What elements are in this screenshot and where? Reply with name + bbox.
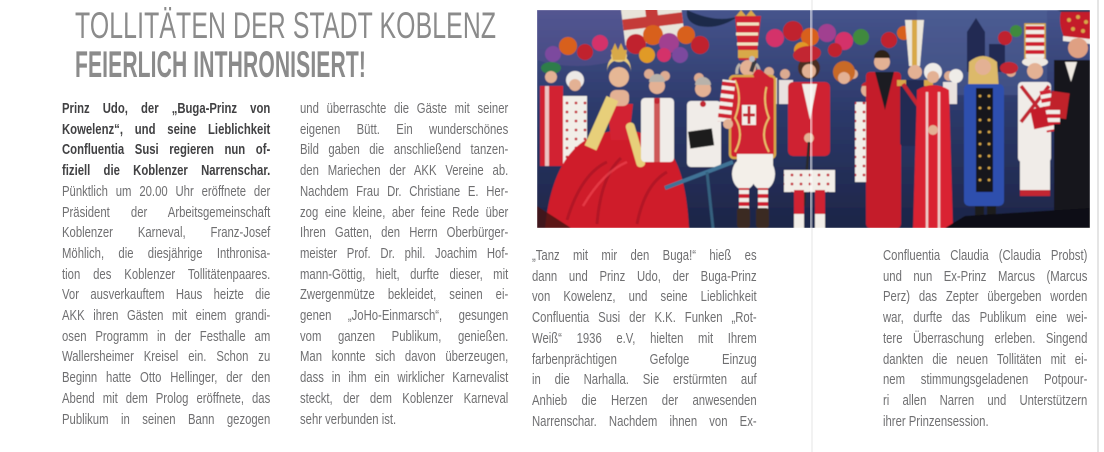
spread-fold-highlight <box>810 10 813 228</box>
article-lead-paragraph <box>62 99 270 182</box>
text-line: dass in ihm ein wirklicher Karnevalist <box>300 370 509 387</box>
page-edge-line <box>1097 0 1099 452</box>
text-line: genen „JoHo-Einmarsch“, gesungen <box>300 308 509 325</box>
text-line: Prinz Udo, der „Buga-Prinz von <box>62 101 271 117</box>
text-line: Zwergenmütze bekleidet, seinen ei- <box>300 287 509 304</box>
text-line: farbenprächtigen Gefolge Einzug <box>532 351 757 368</box>
text-line: fiziell die Koblenzer Narrenschar. <box>62 163 271 180</box>
text-line: nem stimmungsgeladenen Potpour- <box>883 372 1088 389</box>
text-line: Confluentia Susi regieren nun of- <box>62 142 271 159</box>
text-line: AKK ihren Gästen mit einem grandi- <box>62 308 271 325</box>
text-line: Beginn hatte Otto Hellinger, der den <box>62 370 271 387</box>
text-line: mann-Göttig, hielt, durfte dieser, mit <box>300 266 509 283</box>
text-line: Perz) das Zepter übergeben worden <box>883 289 1088 306</box>
article-column-1 <box>62 99 270 430</box>
text-line: Präsident der Arbeitsgemeinschaft <box>62 204 271 221</box>
text-line: meister Prof. Dr. phil. Joachim Hof- <box>300 245 509 262</box>
text-line: sehr verbunden ist. <box>300 411 397 428</box>
text-line: Wallersheimer Kreisel ein. Schon zu <box>62 349 271 366</box>
text-line: Koblenzer Karneval, Franz-Josef <box>62 225 271 242</box>
text-line: „Tanz mit mir den Buga!“ hieß es <box>532 248 757 264</box>
text-line: Kowelenz“, und seine Lieblichkeit <box>62 121 271 138</box>
text-line: zog eine kleine, aber feine Rede über <box>300 204 509 221</box>
text-line: Bild gaben die anschließend tanzen- <box>300 142 509 159</box>
text-line: Ihren Gatten, den Herrn Oberbürger- <box>300 225 509 242</box>
text-line: eigenen Bütt. Ein wunderschönes <box>300 121 509 138</box>
text-line: dann und Prinz Udo, der Buga-Prinz <box>532 268 757 285</box>
headline-line2: FEIERLICH INTHRONISIERT! <box>75 44 366 85</box>
headline-line1: TOLLITÄTEN DER STADT KOBLENZ <box>75 5 497 46</box>
text-line: Man konnte sich davon überzeugen, <box>300 349 509 366</box>
article-column-2 <box>300 99 508 430</box>
carnival-stage-photo <box>537 10 1090 228</box>
article-body-paragraph-1 <box>62 182 270 430</box>
text-line: Abend mit dem Prolog eröffnete, das <box>62 390 271 407</box>
text-line: osen Programm in der Festhalle am <box>62 328 271 345</box>
text-line: Pünktlich um 20.00 Uhr eröffnete der <box>62 183 271 200</box>
text-line: Publikum in seinen Bann gezogen <box>62 411 271 428</box>
text-line: Vor ausverkauftem Haus heizte die <box>62 287 271 304</box>
text-line: ri allen Narren und Unterstützern <box>883 392 1088 409</box>
text-line: den Mariechen der AKK Vereine ab. <box>300 163 509 180</box>
text-line: vom ganzen Publikum, genießen. <box>300 328 509 345</box>
text-line: tere Überraschung erleben. Singend <box>883 330 1088 347</box>
text-line: Narrenschar. Nachdem ihnen von Ex- <box>532 413 757 430</box>
text-line: steckt, der dem Koblenzer Karneval <box>300 390 509 407</box>
text-line: dankten die neuen Tollitäten mit ei- <box>883 351 1088 368</box>
text-line: und überraschte die Gäste mit seiner <box>300 101 509 117</box>
text-line: Anhieb die Herzen der anwesenden <box>532 392 757 409</box>
caption-column-right <box>883 246 1087 432</box>
text-line: tion des Koblenzer Tollitätenpaares. <box>62 266 271 283</box>
text-line: von Kowelenz, und seine Lieblichkeit <box>532 289 757 306</box>
stage-photo-graphic <box>537 10 1090 228</box>
caption-column-left <box>532 246 757 432</box>
text-line: Nachdem Frau Dr. Christiane E. Her- <box>300 183 509 200</box>
text-line: Confluentia Susi der K.K. Funken „Rot- <box>532 310 757 327</box>
text-line: Confluentia Claudia (Claudia Probst) <box>883 248 1088 264</box>
text-line: in die Narhalla. Sie erstürmten auf <box>532 372 757 389</box>
text-line: ihrer Prinzensession. <box>883 413 989 430</box>
text-line: Weiß“ 1936 e.V, hielten mit Ihrem <box>532 330 757 347</box>
text-line: Möhlich, die diesjährige Inthronisa- <box>62 245 271 262</box>
text-line: war, durfte das Publikum eine wei- <box>883 310 1088 327</box>
text-line: und nun Ex-Prinz Marcus (Marcus <box>883 268 1088 285</box>
